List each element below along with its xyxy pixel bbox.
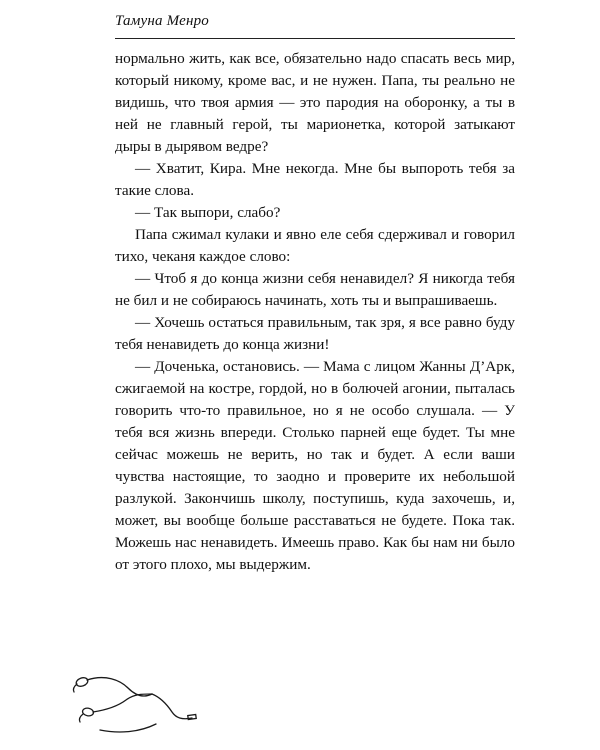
paragraph: Папа сжимал кулаки и явно еле себя сдерживал и говорил тихо, чеканя каждое слово: — [115, 226, 515, 265]
paragraph: — Хочешь остаться правильным, так зря, я все равно буду тебя ненавидеть до конца жизни! — [115, 314, 515, 353]
paragraph: — Чтоб я до конца жизни себя ненавидел? Я никогда тебя не бил и не собираюсь начинать, хоть ты и выпрашиваешь. — [115, 270, 515, 309]
page-body-text — [115, 48, 515, 576]
header-rule — [115, 38, 515, 39]
earphones-cord-icon — [60, 660, 200, 740]
paragraph: — Хватит, Кира. Мне некогда. Мне бы выпороть тебя за такие слова. — [115, 160, 515, 199]
running-header — [115, 12, 515, 30]
paragraph: — Так выпори, слабо? — [135, 204, 281, 221]
paragraph: нормально жить, как все, обязательно надо спасать весь мир, который никому, кроме вас, и не нужен. Папа, ты реально не видишь, что твоя армия — это пародия на оборонку, а ты в ней не главный герой, ты марионетка, которой затыкают дыры в дырявом ведре? — [115, 50, 515, 155]
header-author: Тамуна Менро — [115, 13, 210, 29]
paragraph: — Доченька, остановись. — Мама с лицом Жанны Д’Арк, сжигаемой на костре, гордой, но в болючей агонии, пыталась говорить что-то правильное, но я не особо слушала. — У тебя вся жизнь впереди. Столько парней еще будет. Ты мне сейчас можешь не верить, но так и будет. А если ваши чувства настоящие, то заодно и проверите их небольшой разлукой. Закончишь школу, поступишь, куда захочешь, и, может, вы вообще больше расставаться не будете. Пока так. Можешь нас ненавидеть. Имеешь право. Как бы нам ни было от этого плохо, мы выдержим. — [115, 358, 515, 573]
